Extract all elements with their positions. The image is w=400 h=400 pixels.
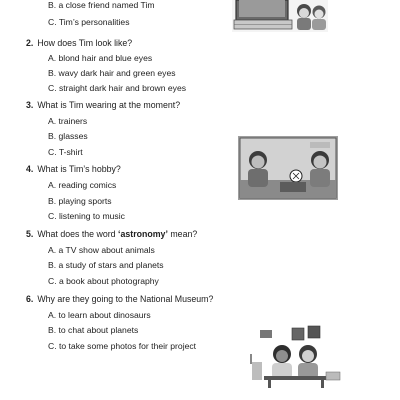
q3-option-c-text: C. T-shirt (48, 147, 83, 157)
q4-option-b (48, 196, 112, 206)
q4-option-c-text: C. listening to music (48, 211, 125, 221)
q1-option-b (48, 0, 155, 10)
q6-number: 6. (26, 294, 34, 304)
q3-option-a (48, 116, 87, 126)
q2-option-b (48, 68, 176, 78)
q5-keyword: ‘astronomy’ (118, 229, 168, 239)
q6-option-c-text: C. to take some photos for their project (48, 341, 197, 351)
q4-option-b-text: B. playing sports (48, 196, 112, 206)
q6-option-b (48, 325, 138, 335)
q3-option-b-text: B. glasses (48, 131, 88, 141)
q6-text: Why are they going to the National Museum? (37, 294, 214, 304)
q5-question (26, 229, 197, 239)
q4-option-a (48, 180, 116, 190)
q2-option-b-text: B. wavy dark hair and green eyes (48, 68, 176, 78)
q2-number: 2. (26, 38, 34, 48)
q4-option-a-text: A. reading comics (48, 180, 117, 190)
q3-text: What is Tim wearing at the moment? (37, 100, 181, 110)
q6-option-a (48, 310, 151, 320)
q5-option-a-text: A. a TV show about animals (48, 245, 155, 255)
q3-question (26, 100, 180, 110)
q4-option-c (48, 211, 125, 221)
q1-option-c-text: C. Tim’s personalities (48, 17, 130, 27)
q5-text-before: What does the word (37, 229, 119, 239)
q4-question (26, 164, 121, 174)
q1-option-c (48, 17, 130, 27)
q2-option-a (48, 53, 152, 63)
q6-option-a-text: A. to learn about dinosaurs (48, 310, 151, 320)
q5-option-b-text: B. a study of stars and planets (48, 260, 164, 270)
q2-text: How does Tim look like? (37, 38, 133, 48)
q2-option-c (48, 83, 186, 93)
q5-option-b (48, 260, 164, 270)
q5-option-c-text: C. a book about photography (48, 276, 159, 286)
kids-studying-illustration (246, 316, 346, 390)
q5-number: 5. (26, 229, 34, 239)
q1-option-b-text: B. a close friend named Tim (48, 0, 155, 10)
q2-option-a-text: A. blond hair and blue eyes (48, 53, 153, 63)
q4-number: 4. (26, 164, 34, 174)
q3-option-b (48, 131, 88, 141)
q2-option-c-text: C. straight dark hair and brown eyes (48, 83, 187, 93)
q5-text-after: mean? (167, 229, 198, 239)
q6-question (26, 294, 213, 304)
video-call-illustration (238, 136, 338, 200)
q3-number: 3. (26, 100, 34, 110)
q5-option-a (48, 245, 155, 255)
q3-option-c (48, 147, 83, 157)
q3-option-a-text: A. trainers (48, 116, 88, 126)
q6-option-c (48, 341, 196, 351)
kids-watching-tv-illustration (232, 0, 328, 32)
q4-text: What is Tim’s hobby? (37, 164, 121, 174)
q2-question (26, 38, 132, 48)
q5-option-c (48, 276, 159, 286)
q6-option-b-text: B. to chat about planets (48, 325, 139, 335)
